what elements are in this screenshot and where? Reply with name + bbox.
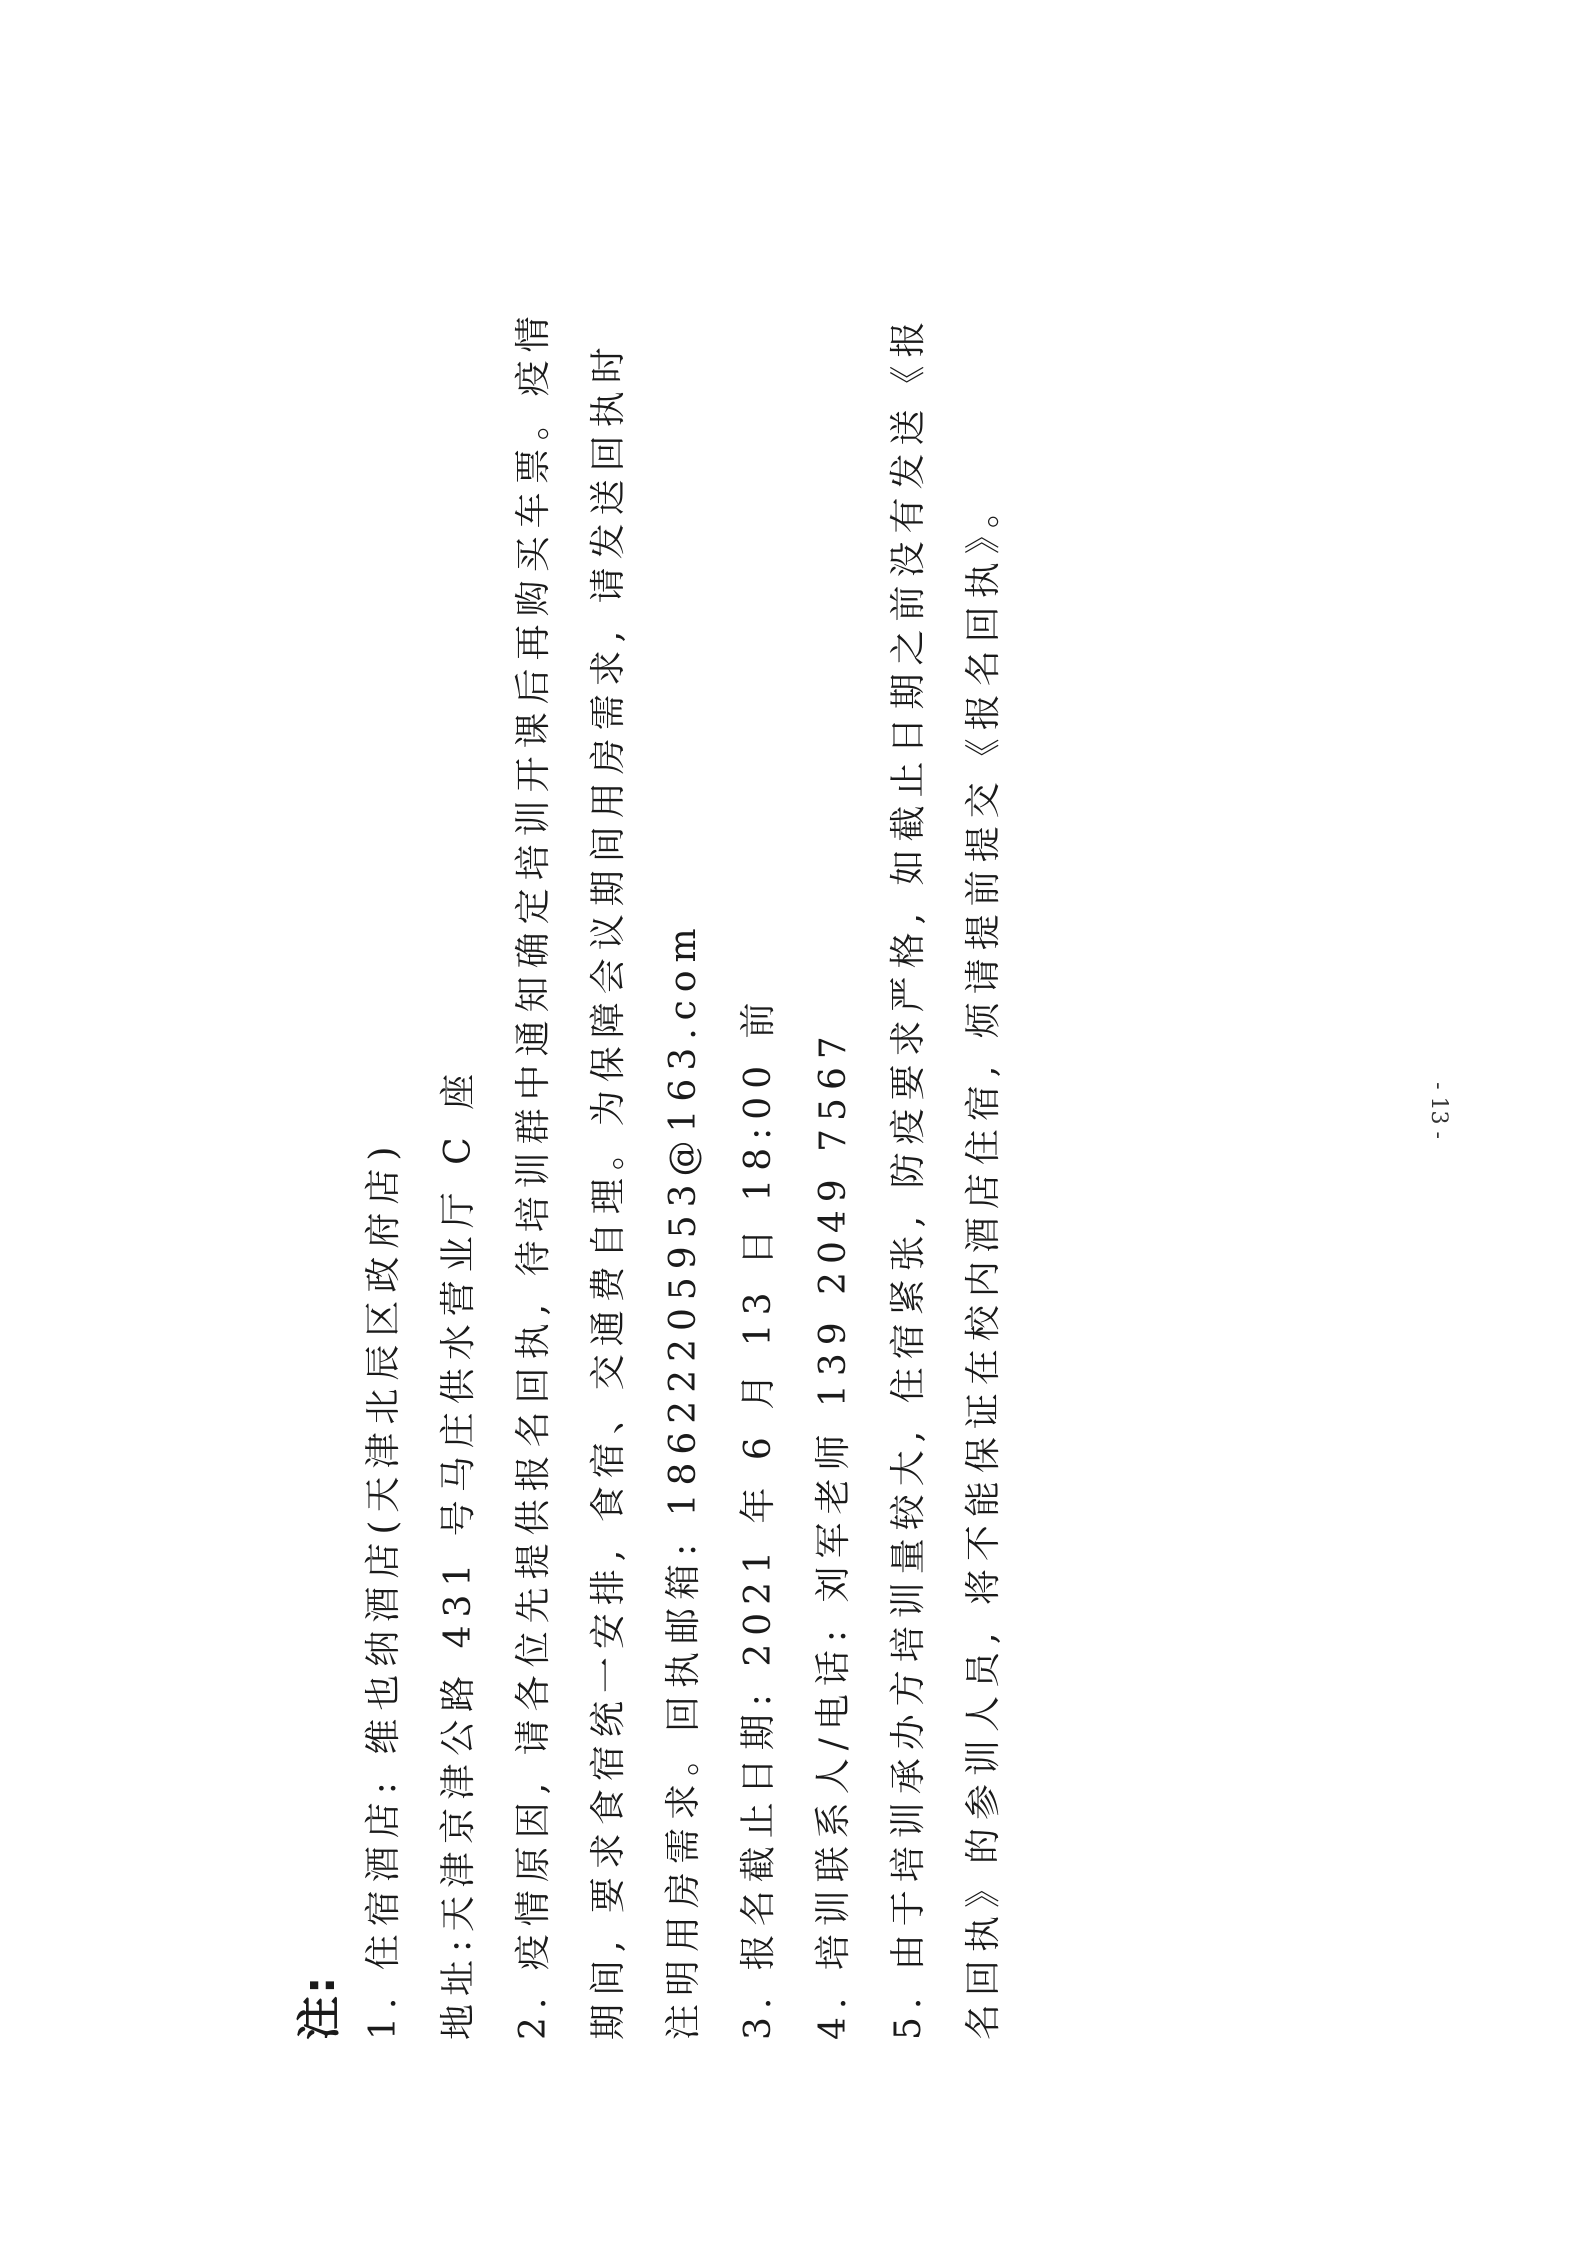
note-line-7: 4. 培训联系人/电话: 刘军老师 139 2049 7567 xyxy=(813,1028,854,2040)
notes-heading: 注: xyxy=(294,1974,345,2040)
note-line-4: 期间, 要求食宿统一安排, 食宿、交通费自理。为保障会议期间用房需求, 请发送回执时 xyxy=(588,339,629,2040)
note-line-6: 3. 报名截止日期: 2021 年 6 月 13 日 18:00 前 xyxy=(738,994,779,2040)
notes-section xyxy=(290,300,1010,2040)
note-line-2: 地址:天津京津公路 431 号马庄供水营业厅 C 座 xyxy=(438,1065,479,2040)
note-line-9: 名回执》的参训人员, 将不能保证在校内酒店住宿, 烦请提前提交《报名回执》。 xyxy=(963,484,1004,2040)
note-line-8: 5. 由于培训承办方培训量较大, 住宿紧张, 防疫要求严格, 如截止日期之前没有发送《报 xyxy=(888,313,929,2040)
note-line-3: 2. 疫情原因, 请各位先提供报名回执, 待培训群中通知确定培训开课后再购买车票。疫情 xyxy=(513,308,554,2040)
note-line-1: 1. 住宿酒店: 维也纳酒店(天津北辰区政府店) xyxy=(363,1138,404,2040)
page-number: - 13 - xyxy=(1425,1082,1451,1139)
note-line-5: 注明用房需求。回执邮箱: 18622205953@163.com xyxy=(663,920,704,2040)
